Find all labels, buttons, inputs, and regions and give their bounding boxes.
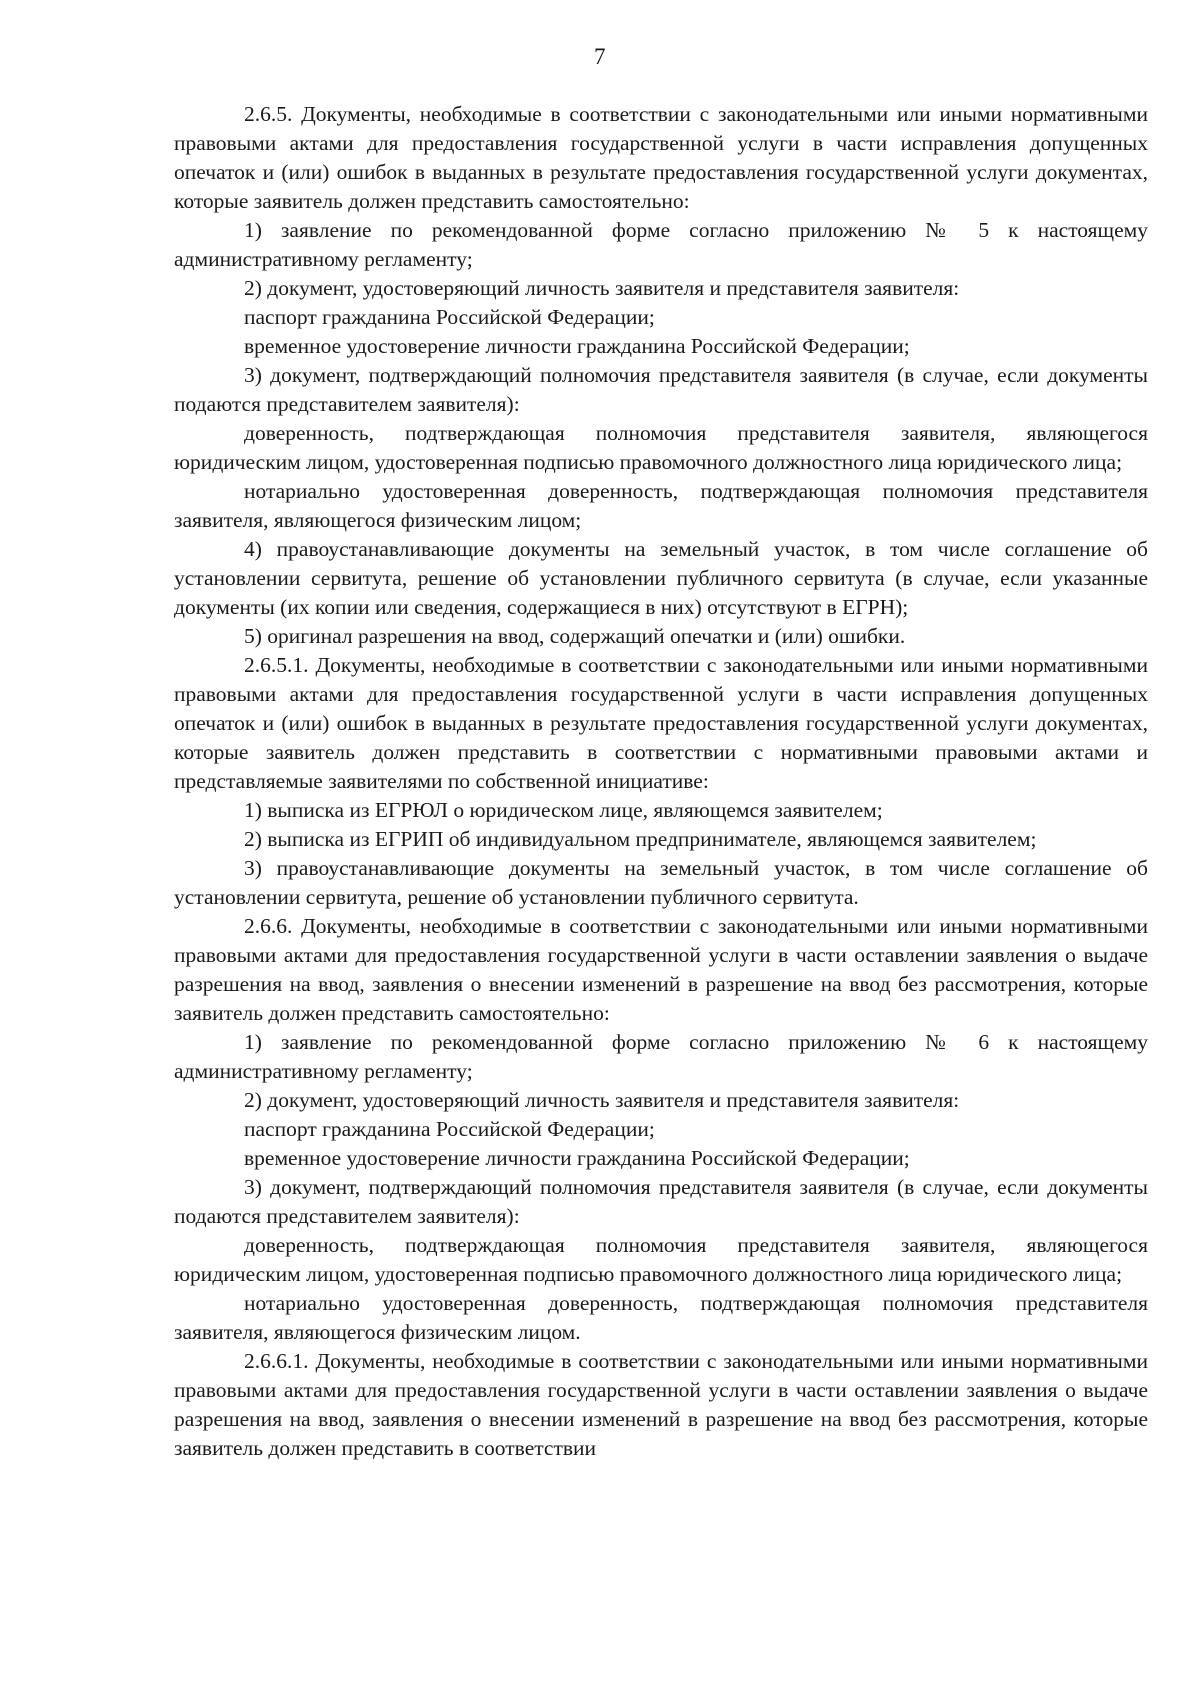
paragraph: 2.6.5.1. Документы, необходимые в соответствии с законодательными или иными нормативными правовыми актами для предоставления государственной услуги в части исправления допущенных опечаток и (или) ошибок в выданных в результате предоставления государственной услуги документах, которые заявитель должен представить в соответствии с нормативными правовыми актами и представляемые заявителями по собственной инициативе: (174, 653, 1148, 793)
paragraph: 1) выписка из ЕГРЮЛ о юридическом лице, являющемся заявителем; (244, 798, 883, 822)
paragraph: 2) документ, удостоверяющий личность заявителя и представителя заявителя: (244, 1088, 960, 1112)
document-body (174, 100, 1148, 1463)
page-number: 7 (594, 44, 606, 69)
paragraph: 4) правоустанавливающие документы на земельный участок, в том числе соглашение об установлении сервитута, решение об установлении публичного сервитута (в случае, если указанные документы (их копии или сведения, содержащиеся в них) отсутствуют в ЕГРН); (174, 537, 1148, 619)
paragraph: 1) заявление по рекомендованной форме согласно приложению № 5 к настоящему административному регламенту; (174, 218, 1148, 271)
paragraph: 3) документ, подтверждающий полномочия представителя заявителя (в случае, если документы подаются представителем заявителя): (174, 1175, 1148, 1228)
paragraph: паспорт гражданина Российской Федерации; (244, 305, 655, 329)
paragraph: 3) документ, подтверждающий полномочия представителя заявителя (в случае, если документы подаются представителем заявителя): (174, 363, 1148, 416)
paragraph: 1) заявление по рекомендованной форме согласно приложению № 6 к настоящему административному регламенту; (174, 1030, 1148, 1083)
paragraph: временное удостоверение личности гражданина Российской Федерации; (244, 1146, 910, 1170)
paragraph: нотариально удостоверенная доверенность, подтверждающая полномочия представителя заявителя, являющегося физическим лицом; (174, 479, 1148, 532)
paragraph: временное удостоверение личности гражданина Российской Федерации; (244, 334, 910, 358)
paragraph: 2.6.5. Документы, необходимые в соответствии с законодательными или иными нормативными правовыми актами для предоставления государственной услуги в части исправления допущенных опечаток и (или) ошибок в выданных в результате предоставления государственной услуги документах, которые заявитель должен представить самостоятельно: (174, 102, 1148, 213)
paragraph: доверенность, подтверждающая полномочия представителя заявителя, являющегося юридическим лицом, удостоверенная подписью правомочного должностного лица юридического лица; (174, 1233, 1148, 1286)
paragraph: нотариально удостоверенная доверенность, подтверждающая полномочия представителя заявителя, являющегося физическим лицом. (174, 1291, 1148, 1344)
paragraph: 3) правоустанавливающие документы на земельный участок, в том числе соглашение об установлении сервитута, решение об установлении публичного сервитута. (174, 856, 1148, 909)
paragraph: 2.6.6. Документы, необходимые в соответствии с законодательными или иными нормативными правовыми актами для предоставления государственной услуги в части оставлении заявления о выдаче разрешения на ввод, заявления о внесении изменений в разрешение на ввод без рассмотрения, которые заявитель должен представить самостоятельно: (174, 914, 1148, 1025)
paragraph: 2) выписка из ЕГРИП об индивидуальном предпринимателе, являющемся заявителем; (244, 827, 1037, 851)
paragraph: 5) оригинал разрешения на ввод, содержащий опечатки и (или) ошибки. (244, 624, 906, 648)
paragraph: 2.6.6.1. Документы, необходимые в соответствии с законодательными или иными нормативными правовыми актами для предоставления государственной услуги в части оставлении заявления о выдаче разрешения на ввод, заявления о внесении изменений в разрешение на ввод без рассмотрения, которые заявитель должен представить в соответствии (174, 1349, 1148, 1460)
paragraph: паспорт гражданина Российской Федерации; (244, 1117, 655, 1141)
paragraph: 2) документ, удостоверяющий личность заявителя и представителя заявителя: (244, 276, 960, 300)
paragraph: доверенность, подтверждающая полномочия представителя заявителя, являющегося юридическим лицом, удостоверенная подписью правомочного должностного лица юридического лица; (174, 421, 1148, 474)
